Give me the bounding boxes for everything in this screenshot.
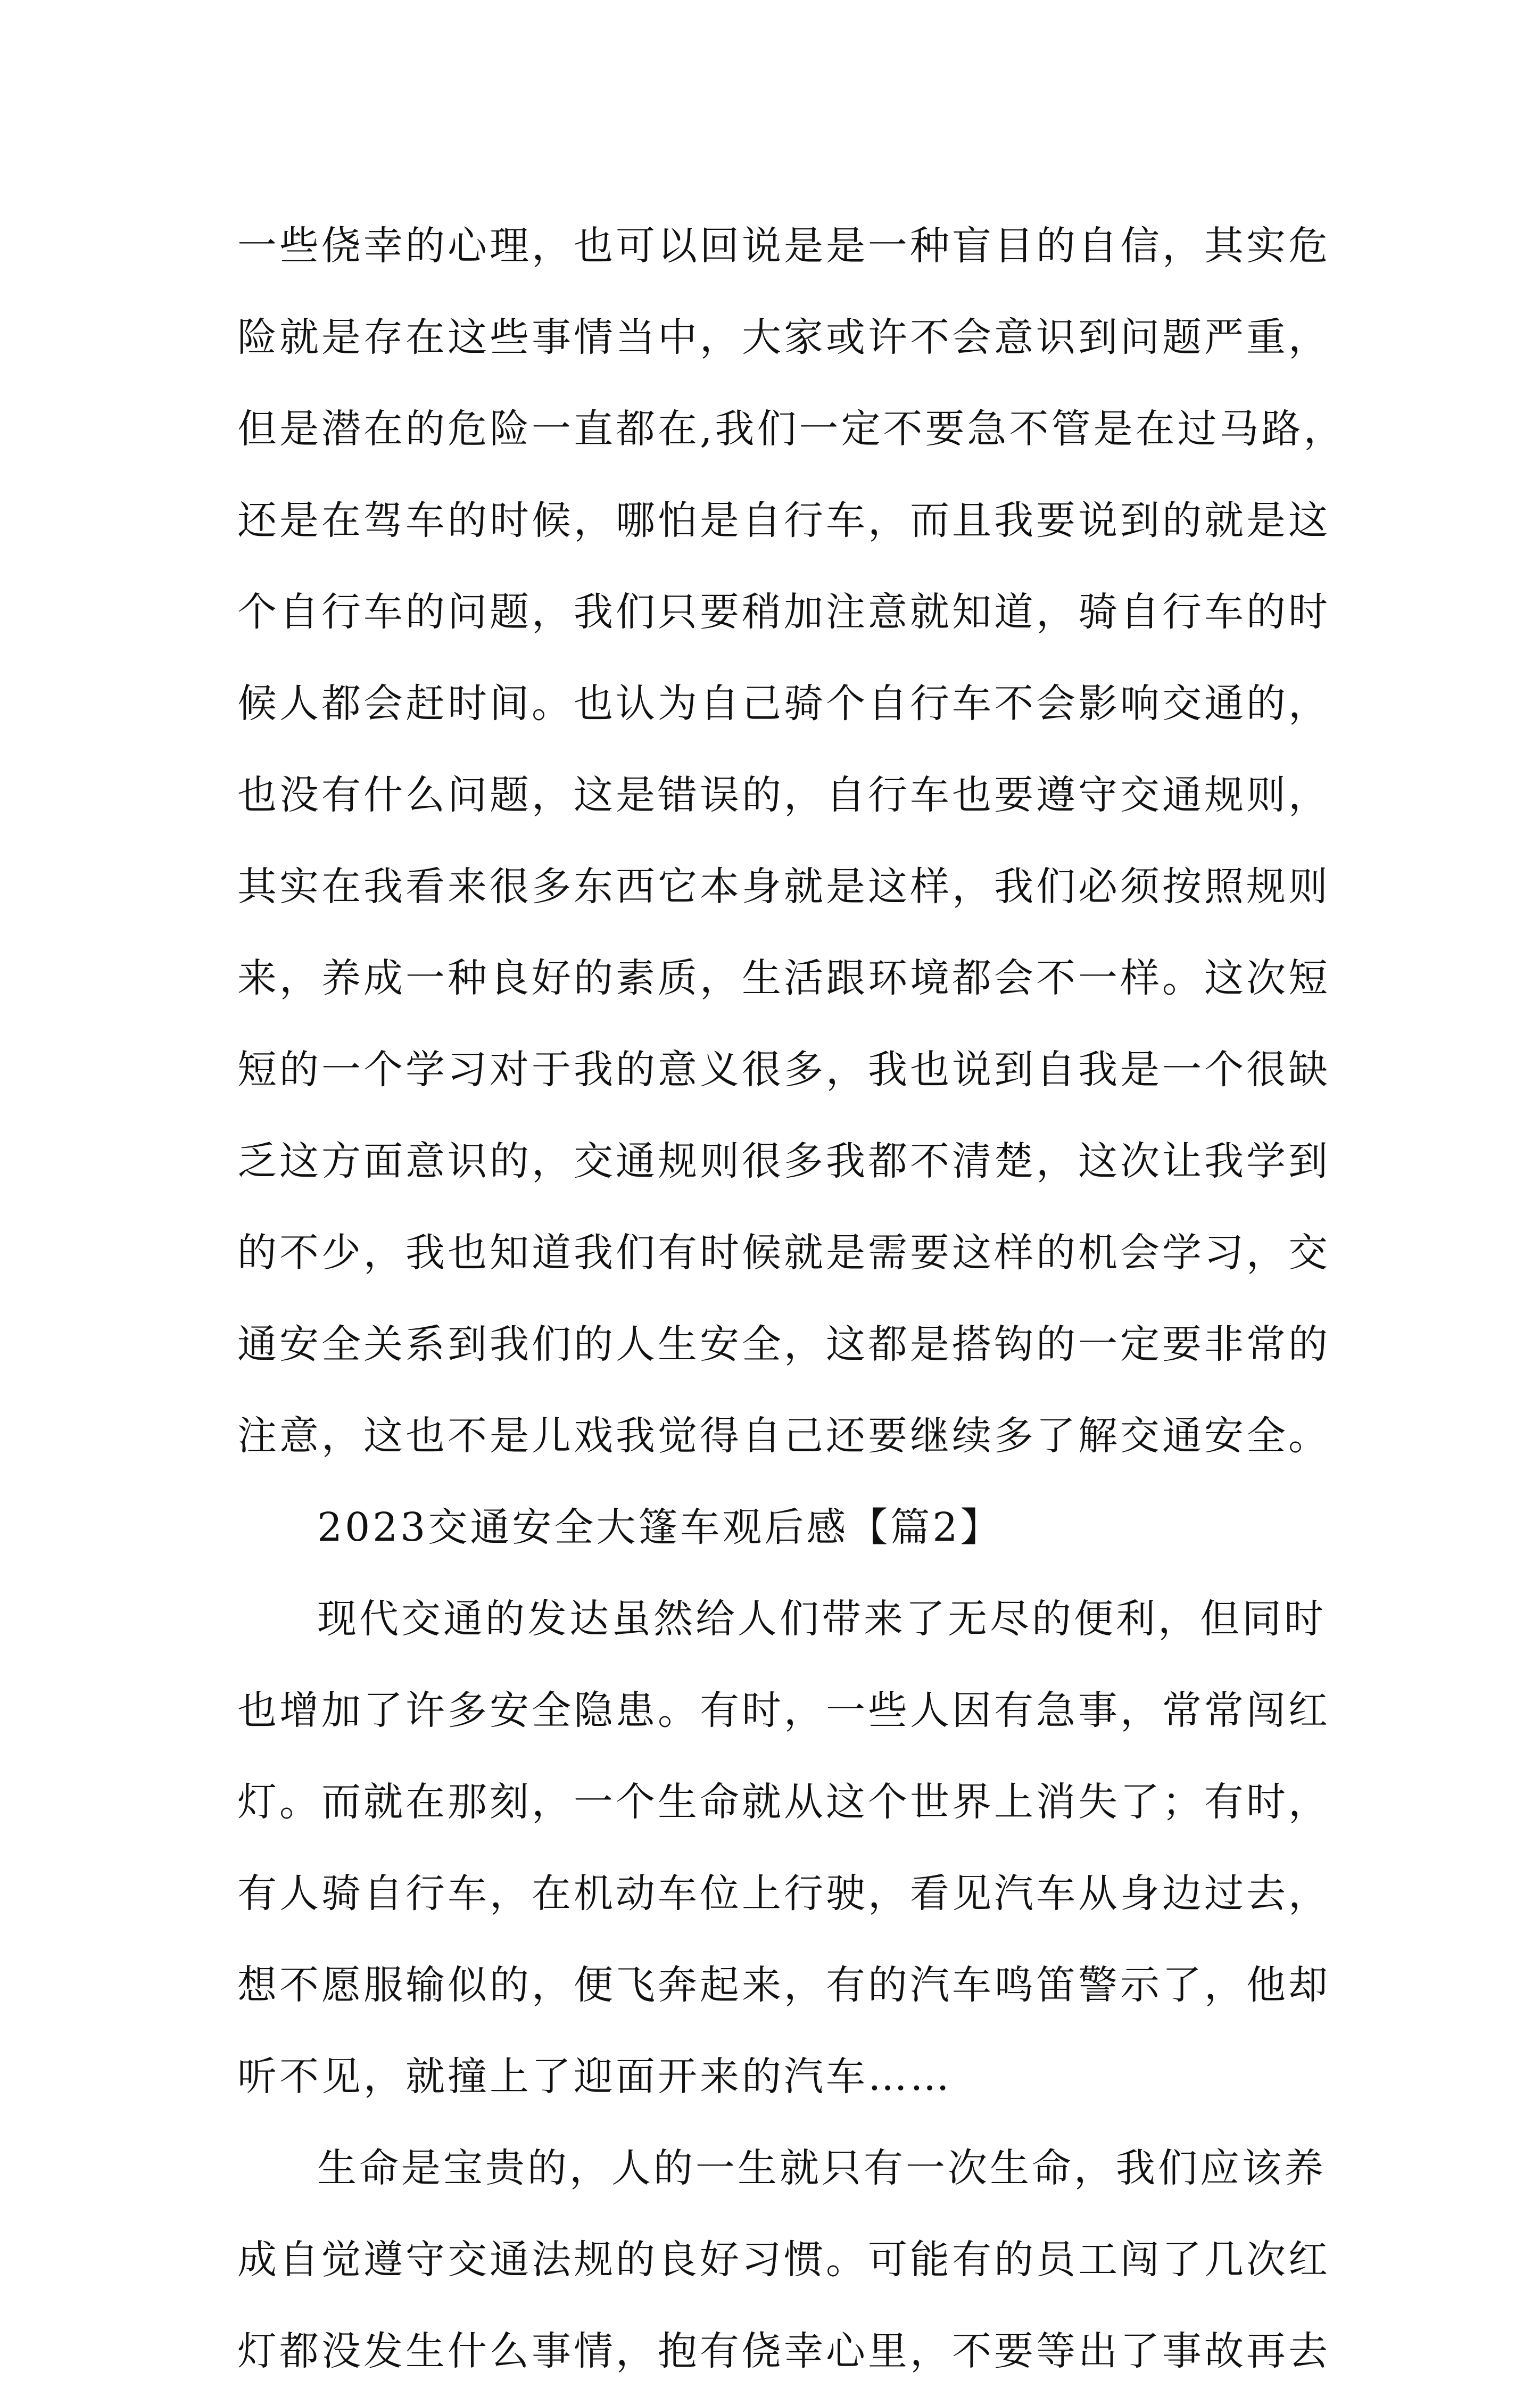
text-line: 来，养成一种良好的素质，生活跟环境都会不一样。这次短 bbox=[237, 955, 1330, 1001]
text-line: 候人都会赶时间。也认为自己骑个自行车不会影响交通的， bbox=[237, 681, 1330, 726]
text-line: 生命是宝贵的，人的一生就只有一次生命，我们应该养 bbox=[317, 2145, 1326, 2191]
text-line: 灯。而就在那刻，一个生命就从这个世界上消失了；有时， bbox=[237, 1779, 1330, 1825]
text-line: 成自觉遵守交通法规的良好习惯。可能有的员工闯了几次红 bbox=[237, 2237, 1330, 2283]
paragraph-3 bbox=[237, 2122, 1376, 2397]
text-line: 注意，这也不是儿戏我觉得自己还要继续多了解交通安全。 bbox=[237, 1413, 1330, 1459]
paragraph-continued bbox=[237, 200, 1376, 1482]
text-line: 通安全关系到我们的人生安全，这都是搭钩的一定要非常的 bbox=[237, 1321, 1330, 1367]
text-line: 听不见，就撞上了迎面开来的汽车…… bbox=[237, 2054, 952, 2100]
text-line: 想不愿服输似的，便飞奔起来，有的汽车鸣笛警示了，他却 bbox=[237, 1962, 1330, 2008]
text-line: 也没有什么问题，这是错误的，自行车也要遵守交通规则， bbox=[237, 772, 1330, 818]
text-line: 的不少，我也知道我们有时候就是需要这样的机会学习，交 bbox=[237, 1230, 1330, 1276]
text-line: 其实在我看来很多东西它本身就是这样，我们必须按照规则 bbox=[237, 864, 1330, 910]
text-line: 灯都没发生什么事情，抱有侥幸心里，不要等出了事故再去 bbox=[237, 2328, 1330, 2374]
text-line: 但是潜在的危险一直都在,我们一定不要急不管是在过马路， bbox=[237, 406, 1346, 452]
text-line: 短的一个学习对于我的意义很多，我也说到自我是一个很缺 bbox=[237, 1047, 1330, 1093]
text-line: 乏这方面意识的，交通规则很多我都不清楚，这次让我学到 bbox=[237, 1138, 1330, 1184]
section-title: 2023交通安全大篷车观后感【篇2】 bbox=[317, 1505, 1003, 1550]
text-line: 险就是存在这些事情当中，大家或许不会意识到问题严重， bbox=[237, 315, 1330, 360]
text-line: 有人骑自行车，在机动车位上行驶，看见汽车从身边过去， bbox=[237, 1871, 1330, 1916]
text-line: 一些侥幸的心理，也可以回说是是一种盲目的自信，其实危 bbox=[237, 223, 1330, 269]
text-line: 个自行车的问题，我们只要稍加注意就知道，骑自行车的时 bbox=[237, 589, 1330, 635]
text-line: 还是在驾车的时候，哪怕是自行车，而且我要说到的就是这 bbox=[237, 498, 1330, 543]
text-line: 也增加了许多安全隐患。有时，一些人因有急事，常常闯红 bbox=[237, 1688, 1330, 1733]
text-line: 现代交通的发达虽然给人们带来了无尽的便利，但同时 bbox=[317, 1596, 1326, 1642]
document-body bbox=[237, 200, 1376, 2397]
paragraph-2 bbox=[237, 1573, 1376, 2122]
